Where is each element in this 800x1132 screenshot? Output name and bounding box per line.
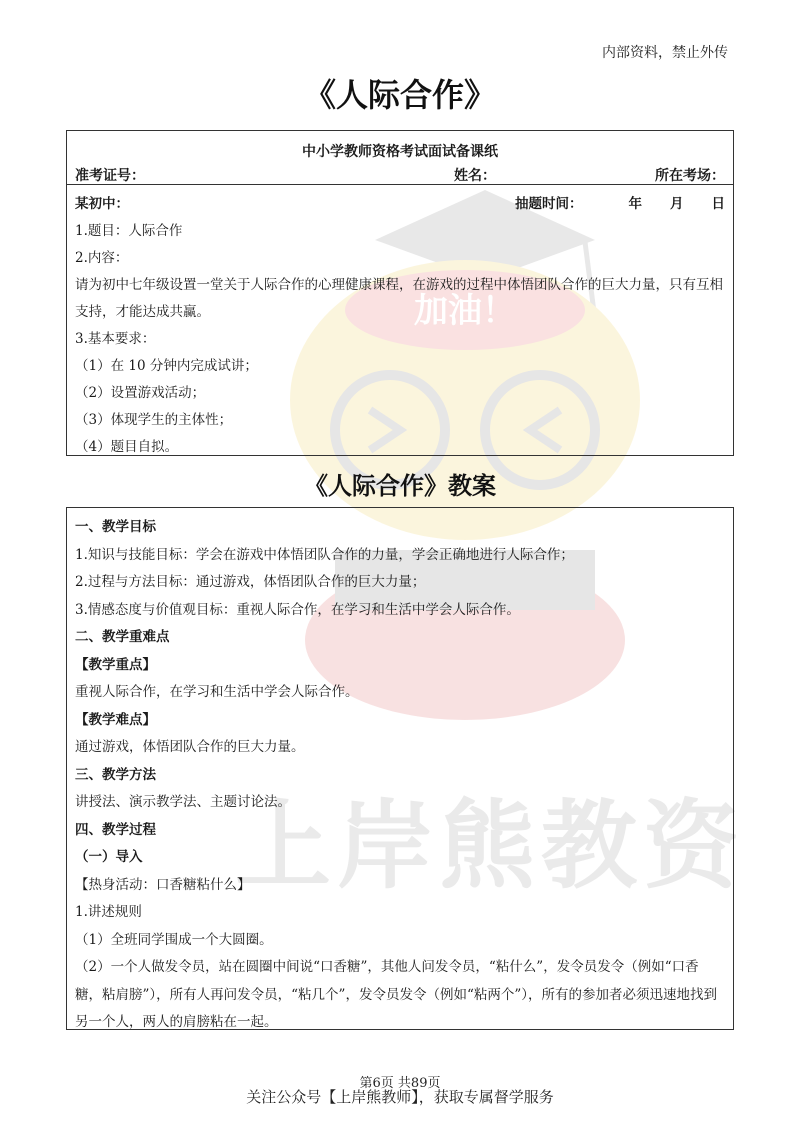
exam-sheet-body (67, 185, 733, 461)
lesson-plan-box (66, 507, 734, 1030)
exam-sheet-title: 中小学教师资格考试面试备课纸 (302, 144, 498, 160)
exam-id-label: 准考证号： (75, 168, 145, 184)
topic-line: 1.题目：人际合作 (75, 223, 183, 239)
requirement-1: （1）在 10 分钟内完成试讲； (75, 358, 258, 374)
month-label: 月 (670, 196, 684, 212)
key-point-label: 【教学重点】 (75, 656, 156, 673)
internal-note: 内部资料，禁止外传 (602, 45, 728, 61)
follow-notice: 关注公众号【上岸熊教师】，获取专属督学服务 (246, 1088, 554, 1106)
page-title: 《人际合作》 (303, 76, 496, 114)
lesson-plan-title: 《人际合作》教案 (304, 472, 496, 500)
content-text: 请为初中七年级设置一堂关于人际合作的心理健康课程，在游戏的过程中体悟团队合作的巨大力量，只有互相支持，才能达成共赢。 (75, 277, 723, 320)
level-row (75, 191, 725, 218)
methods-text: 讲授法、演示教学法、主题讨论法。 (75, 794, 291, 810)
warmup-activity: 【热身活动：口香糖粘什么】 (75, 876, 251, 893)
rule-2: （2）一个人做发令员，站在圆圈中间说“口香糖”，其他人问发令员，“粘什么”，发令员发令（例如“口香糖，粘肩膀”），所有人再问发令员，“粘几个”，发令员发令（例如“粘两个”），所有的参加者必须迅速地找到另一个人，两人的肩膀粘在一起。 (75, 959, 718, 1030)
requirement-4: （4）题目自拟。 (75, 439, 179, 455)
draw-time-label: 抽题时间： (515, 196, 583, 212)
brand-watermark: 上岸熊教资 (235, 790, 745, 902)
lesson-plan-body (67, 508, 733, 1037)
requirement-2: （2）设置游戏活动； (75, 385, 206, 401)
day-label: 日 (711, 196, 725, 212)
section-key-difficult: 二、教学重难点 (75, 629, 170, 645)
exam-prep-box (66, 130, 734, 456)
section-methods: 三、教学方法 (75, 766, 156, 783)
goal-attitude: 3.情感态度与价值观目标：重视人际合作，在学习和生活中学会人际合作。 (75, 601, 520, 618)
requirement-3: （3）体现学生的主体性； (75, 412, 233, 428)
year-label: 年 (628, 196, 642, 212)
page-number: 第6页 共89页 (359, 1076, 441, 1091)
name-label: 姓名： (454, 168, 496, 184)
section-objectives: 一、教学目标 (75, 519, 156, 535)
rule-1: （1）全班同学围成一个大圆圈。 (75, 931, 273, 948)
mascot-badge-text: 加油！ (414, 291, 516, 331)
section-process: 四、教学过程 (75, 821, 156, 838)
rules-title: 1.讲述规则 (75, 904, 142, 920)
goal-knowledge: 1.知识与技能目标：学会在游戏中体悟团队合作的力量，学会正确地进行人际合作； (75, 546, 574, 563)
difficult-point-label: 【教学难点】 (75, 711, 156, 728)
key-point-text: 重视人际合作，在学习和生活中学会人际合作。 (75, 684, 359, 700)
intro-title: （一）导入 (75, 849, 143, 865)
venue-label: 所在考场： (655, 168, 725, 184)
requirements-label: 3.基本要求： (75, 331, 156, 347)
goal-process: 2.过程与方法目标：通过游戏，体悟团队合作的巨大力量； (75, 574, 426, 590)
level-label: 某初中： (75, 196, 129, 212)
draw-time (515, 191, 725, 218)
candidate-info-line (67, 161, 733, 185)
content-label: 2.内容： (75, 250, 129, 266)
difficult-point-text: 通过游戏，体悟团队合作的巨大力量。 (75, 739, 305, 755)
